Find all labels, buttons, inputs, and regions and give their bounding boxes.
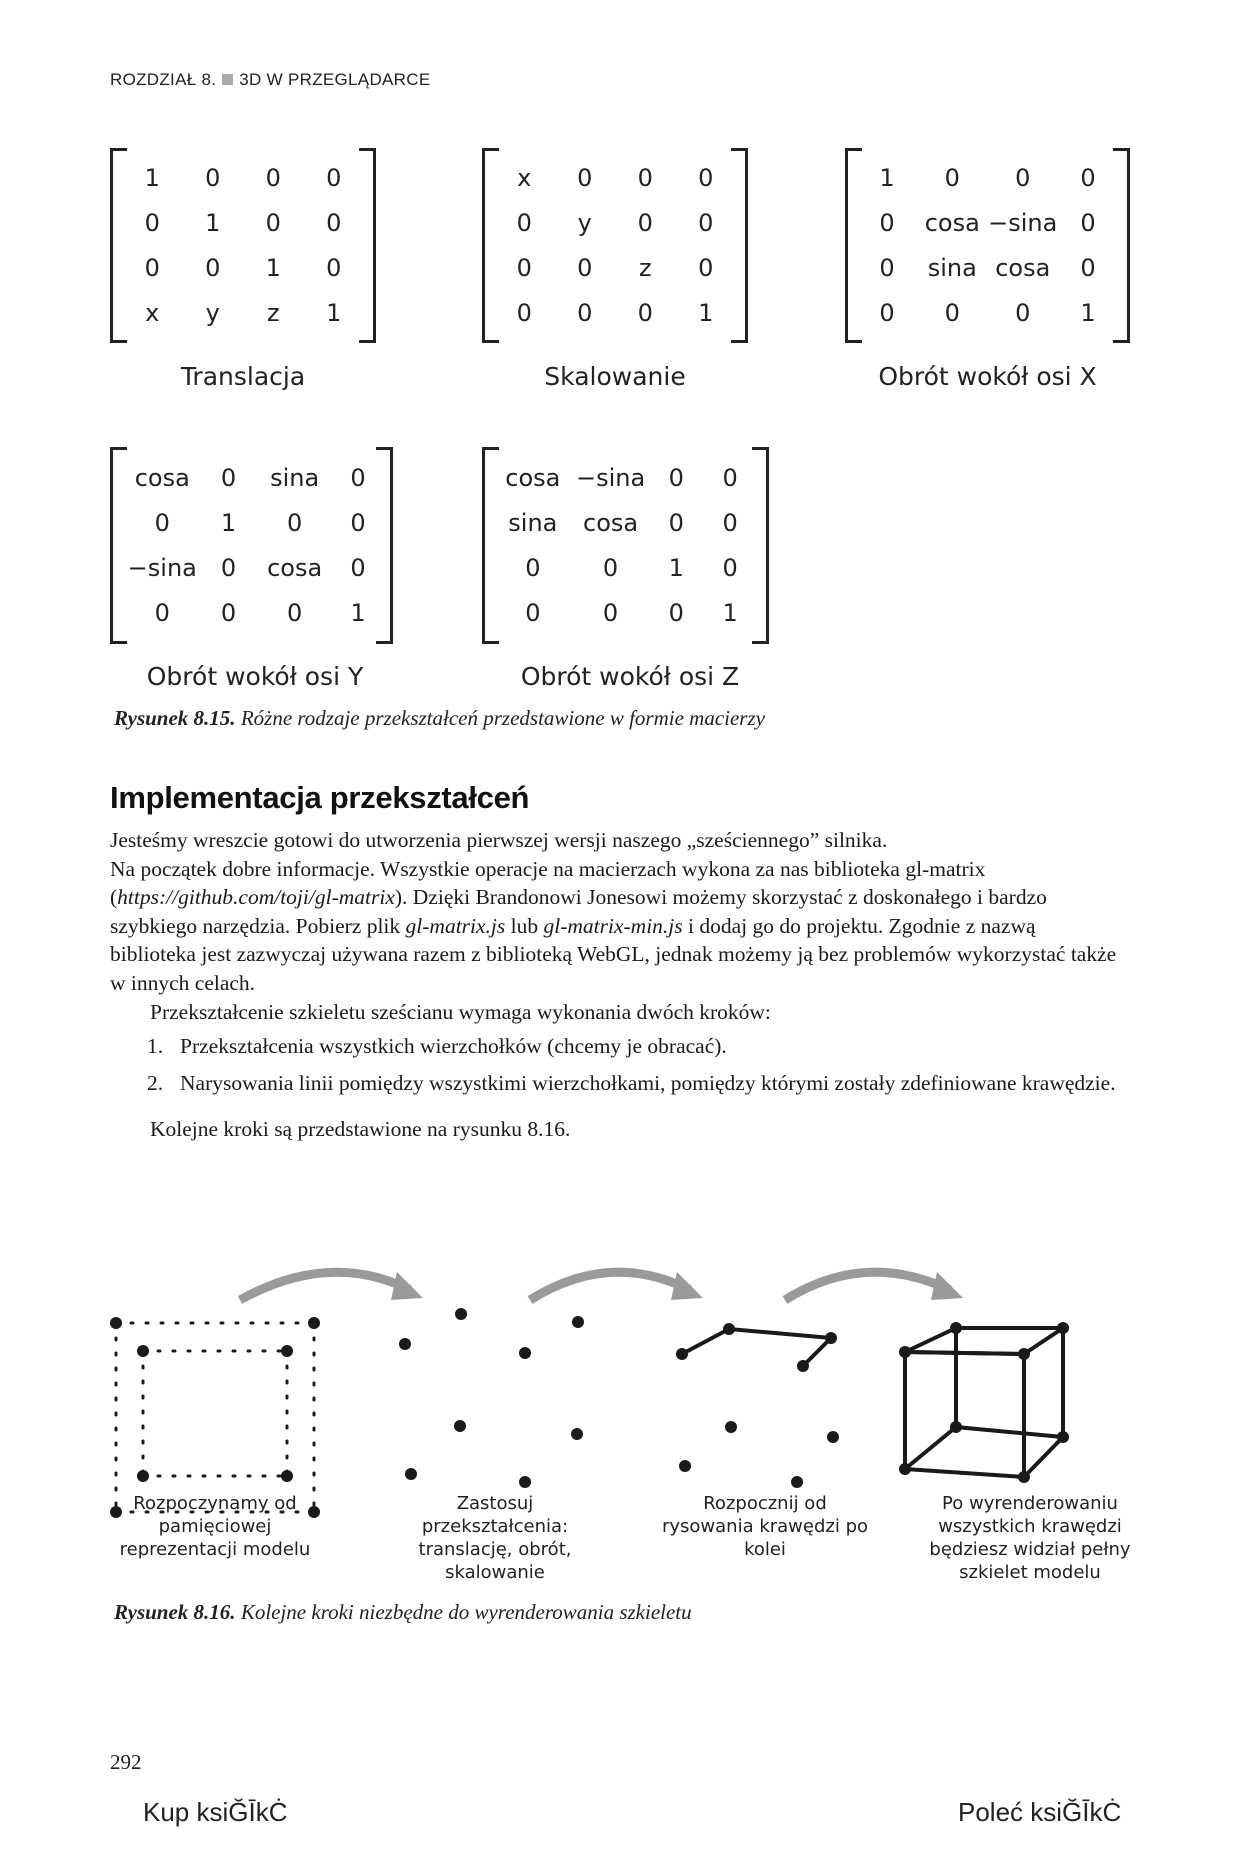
text-run: Na początek dobre informacje. Wszystkie operacje na macierzach wykona za nas biblioteka gl-matrix (: [110, 856, 986, 910]
matrix-cell: cosa: [505, 463, 561, 492]
matrix-rotation-y: [110, 447, 393, 644]
section-heading: Implementacja przekształceń: [110, 780, 530, 815]
matrix-cell: 0: [637, 298, 653, 327]
matrix-cell: sina: [508, 508, 558, 537]
matrix-cell: 0: [326, 164, 342, 193]
matrix-cell: 0: [879, 253, 895, 282]
matrix-cell: 1: [265, 253, 281, 282]
step-caption-3: Rozpocznij od rysowania krawędzi po kolei: [661, 1493, 869, 1560]
matrix-cell: 0: [205, 253, 221, 282]
url-link[interactable]: https://github.com/toji/gl-matrix: [117, 885, 395, 910]
figure-label: Rysunek 8.16.: [114, 1600, 236, 1624]
matrix-cell: 0: [326, 253, 342, 282]
step-caption-4: Po wyrenderowaniu wszystkich krawędzi będziesz widział pełny szkielet modelu: [929, 1493, 1131, 1583]
text-run: ). Dzięki Brandonowi Jonesowi możemy skorzystać z doskonałego i bardzo szybkiego narzędzia. Pobierz plik: [110, 885, 1047, 938]
matrix-cell: 0: [154, 508, 170, 537]
matrix-cell: y: [577, 209, 592, 238]
page-number: 292: [110, 1750, 142, 1774]
matrix-cell: 1: [1080, 298, 1096, 327]
matrix-cell: x: [145, 298, 160, 327]
matrix-cell: sina: [927, 253, 977, 282]
step-2-transformed-points: [399, 1308, 584, 1488]
file-name: gl-matrix-min.js: [543, 913, 683, 938]
matrix-cell: 0: [722, 554, 738, 583]
matrix-row: [494, 156, 736, 201]
arrow-step-3-icon: [785, 1272, 963, 1300]
matrix-cell: 0: [265, 164, 281, 193]
step-caption-2: Zastosuj przekształcenia: translację, obrót, skalowanie: [418, 1493, 572, 1583]
matrix-cell: 0: [577, 253, 593, 282]
matrix-cell: 0: [154, 599, 170, 628]
matrix-row: [494, 546, 757, 591]
matrix-cell: −sina: [127, 554, 197, 583]
text-run: i dodaj go do projektu. Zgodnie z nazwą biblioteka jest zazwyczaj używana razem z biblioteką WebGL, jednak możemy ją bez problemów wykorzystać także w innych celach.: [110, 913, 1117, 995]
matrix-cell: y: [205, 298, 220, 327]
matrix-row: [122, 546, 381, 591]
matrix-cell: 1: [722, 599, 738, 628]
paragraph: [110, 855, 1120, 998]
paragraph: Przekształcenie szkieletu sześcianu wymaga wykonania dwóch kroków:: [150, 999, 771, 1024]
matrix-cell: 0: [668, 508, 684, 537]
matrix-cell: 0: [1080, 253, 1096, 282]
matrix-row: [122, 201, 364, 246]
matrix-caption: Obrót wokół osi Z: [520, 662, 740, 691]
arrow-step-1-icon: [240, 1272, 423, 1300]
matrix-caption: Obrót wokół osi Y: [146, 662, 364, 691]
matrix-scaling: [482, 148, 748, 343]
matrix-cell: 0: [144, 209, 160, 238]
matrix-row: [494, 246, 736, 291]
figure-text: Różne rodzaje przekształceń przedstawione w formie macierzy: [240, 706, 765, 730]
matrix-cell: 0: [220, 554, 237, 583]
matrix-cell: cosa: [995, 253, 1051, 282]
matrix-cell: 1: [698, 298, 714, 327]
matrix-cell: x: [517, 164, 532, 193]
matrix-cell: 0: [287, 599, 303, 628]
list-number: 2.: [147, 1070, 164, 1095]
matrix-cell: 0: [516, 253, 532, 282]
chapter-title: 3D W PRZEGLĄDARCE: [239, 70, 431, 89]
figure-caption-8-15: [114, 706, 765, 731]
step-4-wireframe-cube: [899, 1322, 1069, 1483]
arrow-step-2-icon: [530, 1272, 703, 1300]
matrix-cell: cosa: [583, 508, 639, 537]
matrix-row: [494, 455, 757, 500]
matrix-rotation-x: [845, 148, 1130, 343]
matrix-cell: z: [638, 253, 652, 282]
matrix-row: [857, 201, 1118, 246]
square-separator-icon: [222, 74, 233, 85]
matrix-caption: Obrót wokół osi X: [878, 362, 1097, 391]
matrix-cell: cosa: [924, 209, 980, 238]
matrix-cell: 0: [144, 253, 160, 282]
matrix-row: [857, 246, 1118, 291]
matrix-cell: 0: [637, 164, 653, 193]
matrix-row: [857, 290, 1118, 335]
matrix-cell: 0: [350, 463, 366, 492]
matrix-row: [122, 455, 381, 500]
matrix-cell: 0: [577, 164, 593, 193]
figure-text: Kolejne kroki niezbędne do wyrenderowania szkieletu: [240, 1600, 692, 1624]
matrix-cell: 0: [879, 298, 895, 327]
matrix-row: [857, 156, 1118, 201]
matrix-cell: z: [266, 298, 280, 327]
matrix-cell: 0: [516, 209, 532, 238]
text-run: lub: [505, 913, 544, 938]
matrix-row: [122, 290, 364, 335]
matrix-cell: 0: [220, 599, 237, 628]
list-item: [110, 1032, 1120, 1061]
list-text: Przekształcenia wszystkich wierzchołków (chcemy je obracać).: [180, 1034, 727, 1059]
matrix-row: [122, 246, 364, 291]
matrix-cell: −sina: [575, 463, 646, 492]
step-1-dotted-model: [110, 1317, 320, 1518]
matrix-translation: [110, 148, 376, 343]
matrix-cell: 0: [350, 508, 366, 537]
matrix-cell: 0: [602, 554, 619, 583]
matrix-cell: 1: [326, 298, 342, 327]
numbered-list: [110, 1032, 1120, 1097]
paragraph: Jesteśmy wreszcie gotowi do utworzenia pierwszej wersji naszego „sześciennego” silnika.: [110, 828, 888, 852]
matrix-cell: 0: [287, 508, 303, 537]
matrix-cell: 1: [350, 599, 366, 628]
matrix-caption: Skalowanie: [544, 362, 686, 391]
matrix-row: [122, 156, 364, 201]
matrix-cell: −sina: [988, 209, 1058, 238]
step-caption-1: Rozpoczynamy od pamięciowej reprezentacji modelu: [119, 1493, 311, 1560]
matrix-row: [494, 201, 736, 246]
matrix-cell: 0: [265, 209, 281, 238]
matrix-cell: 0: [1015, 164, 1031, 193]
step-3-partial-edges: [676, 1323, 839, 1488]
matrix-cell: 0: [722, 508, 738, 537]
matrix-cell: 0: [525, 599, 541, 628]
running-head: [110, 70, 430, 90]
matrix-cell: 1: [879, 164, 895, 193]
file-name: gl-matrix.js: [405, 913, 506, 938]
matrix-cell: 0: [326, 209, 342, 238]
matrix-cell: cosa: [267, 554, 323, 583]
matrix-cell: 1: [220, 508, 237, 537]
list-number: 1.: [147, 1034, 164, 1059]
matrix-cell: sina: [270, 463, 320, 492]
figure-label: Rysunek 8.15.: [114, 706, 236, 730]
body-text: [110, 826, 1120, 1144]
matrix-cell: 0: [220, 463, 237, 492]
matrix-cell: 0: [668, 463, 684, 492]
matrix-row: [494, 591, 757, 636]
matrix-cell: 0: [698, 164, 714, 193]
matrix-cell: 0: [944, 164, 960, 193]
matrix-cell: 0: [350, 554, 366, 583]
list-text: Narysowania linii pomiędzy wszystkimi wierzchołkami, pomiędzy którymi zostały zdefiniowane krawędzie.: [180, 1070, 1116, 1095]
matrix-cell: 0: [602, 599, 619, 628]
matrix-cell: 1: [205, 209, 221, 238]
matrix-cell: 0: [1080, 209, 1096, 238]
paragraph: Kolejne kroki są przedstawione na rysunku 8.16.: [150, 1117, 571, 1142]
matrix-cell: 1: [668, 554, 684, 583]
matrix-cell: 0: [525, 554, 541, 583]
matrix-row: [494, 290, 736, 335]
matrix-cell: 0: [637, 209, 653, 238]
buy-book-link[interactable]: Kup ksiĞĪkĊ: [143, 1797, 288, 1827]
matrix-cell: 0: [516, 298, 532, 327]
figure-caption-8-16: [114, 1600, 692, 1625]
matrix-cell: 0: [698, 253, 714, 282]
matrix-row: [494, 500, 757, 545]
matrix-cell: cosa: [134, 463, 190, 492]
matrix-cell: 0: [722, 463, 738, 492]
matrix-cell: 0: [879, 209, 895, 238]
matrix-rotation-z: [482, 447, 769, 644]
matrix-row: [122, 500, 381, 545]
matrix-cell: 1: [144, 164, 160, 193]
matrix-cell: 0: [668, 599, 684, 628]
matrix-cell: 0: [944, 298, 960, 327]
matrix-caption: Translacja: [180, 362, 306, 391]
matrix-cell: 0: [1015, 298, 1031, 327]
recommend-book-link[interactable]: Poleć ksiĞĪkĊ: [958, 1797, 1122, 1827]
matrix-cell: 0: [698, 209, 714, 238]
matrix-cell: 0: [205, 164, 221, 193]
matrix-cell: 0: [1080, 164, 1096, 193]
matrix-row: [122, 591, 381, 636]
list-item: [110, 1069, 1120, 1098]
chapter-label: ROZDZIAŁ 8.: [110, 70, 217, 89]
matrix-cell: 0: [577, 298, 593, 327]
